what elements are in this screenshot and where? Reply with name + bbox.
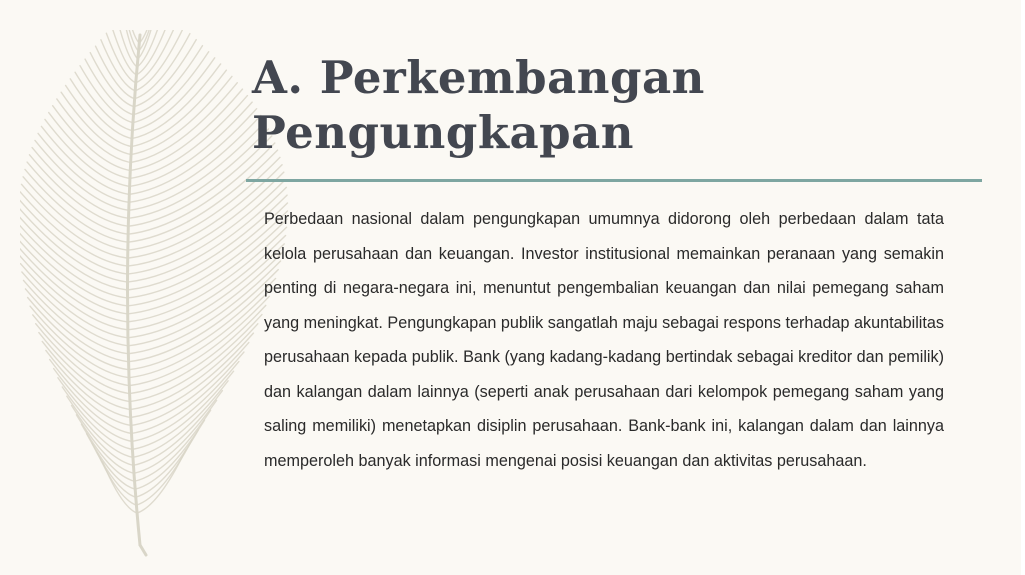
title-divider: [246, 179, 982, 182]
title-line-2: Pengungkapan: [252, 106, 635, 159]
right-edge: [1021, 0, 1025, 575]
body-paragraph: Perbedaan nasional dalam pengungkapan umumnya didorong oleh perbedaan dalam tata kelola perusahaan dan keuangan. Investor institusional memainkan peranaan yang semakin penting di negara-negara ini, menuntut pengembalian keuangan dan nilai pemegang saham yang meningkat. Pengungkapan publik sangatlah maju sebagai respons terhadap akuntabilitas perusahaan kepada publik. Bank (yang kadang-kadang bertindak sebagai kreditor dan pemilik) dan kalangan dalam lainnya (seperti anak perusahaan dari kelompok pemegang saham yang saling memiliki) menetapkan disiplin perusahaan. Bank-bank ini, kalangan dalam dan lainnya memperoleh banyak informasi mengenai posisi keuangan dan aktivitas perusahaan.: [264, 210, 944, 470]
page-title: [252, 50, 972, 160]
title-line-1: A. Perkembangan: [252, 51, 705, 104]
